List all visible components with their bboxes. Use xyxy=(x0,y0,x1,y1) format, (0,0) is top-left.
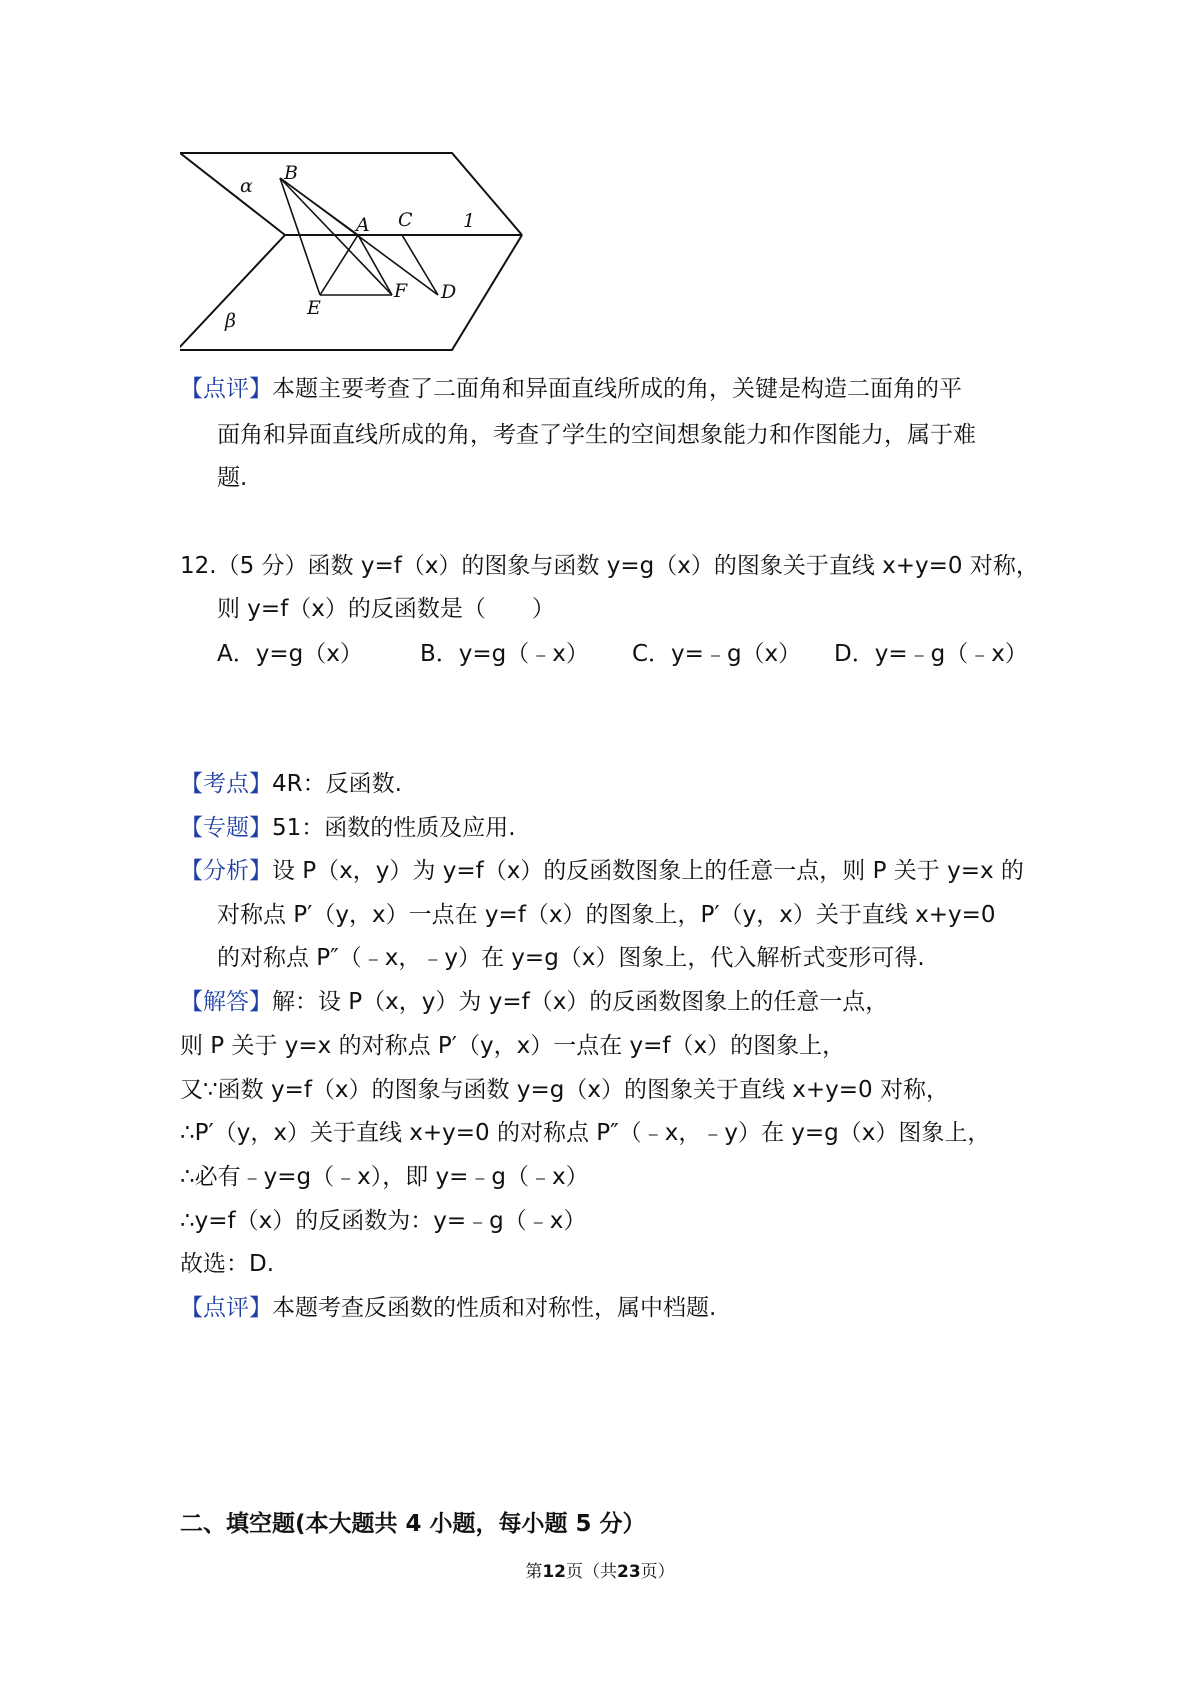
fenxi-line2: 对称点 P′（y，x）一点在 y=f（x）的图象上，P′（y，x）关于直线 x+y=0 xyxy=(217,902,996,928)
footer-pre: 第 xyxy=(525,1562,543,1582)
label-D: D xyxy=(441,281,457,303)
review1-line3: 题. xyxy=(217,465,248,491)
footer-page-number: 12 xyxy=(542,1562,566,1582)
footer-post: 页） xyxy=(640,1562,675,1582)
segment-EA xyxy=(320,235,358,295)
jieda-line3: 又∵函数 y=f（x）的图象与函数 y=g（x）的图象关于直线 x+y=0 对称， xyxy=(180,1077,949,1103)
fenxi-text: 设 P（x，y）为 y=f（x）的反函数图象上的任意一点，则 P 关于 y=x 的 xyxy=(272,858,1024,884)
option-d: D．y=﹣g（﹣x） xyxy=(834,641,1028,667)
jieda-line7: 故选：D. xyxy=(180,1251,275,1277)
jieda-tag: 【解答】 xyxy=(180,989,272,1015)
jieda-line6: ∴y=f（x）的反函数为：y=﹣g（﹣x） xyxy=(180,1208,587,1234)
jieda-line1 xyxy=(180,987,888,1017)
kaodian-tag: 【考点】 xyxy=(180,771,272,797)
jieda-line5: ∴必有﹣y=g（﹣x），即 y=﹣g（﹣x） xyxy=(180,1164,589,1190)
label-beta: β xyxy=(225,310,236,332)
fenxi-tag: 【分析】 xyxy=(180,858,272,884)
section-heading: 二、填空题(本大题共 4 小题，每小题 5 分） xyxy=(180,1511,646,1537)
option-b: B．y=g（﹣x） xyxy=(420,641,589,667)
footer-total-pages: 23 xyxy=(617,1562,641,1582)
jieda-text: 解：设 P（x，y）为 y=f（x）的反函数图象上的任意一点， xyxy=(272,989,889,1015)
review1-line1 xyxy=(180,374,962,404)
label-A: A xyxy=(356,214,370,236)
review2-tag: 【点评】 xyxy=(180,1295,272,1321)
review-text: 本题主要考查了二面角和异面直线所成的角，关键是构造二面角的平 xyxy=(272,376,962,402)
review1-line2: 面角和异面直线所成的角，考查了学生的空间想象能力和作图能力，属于难 xyxy=(217,422,976,448)
jieda-line2: 则 P 关于 y=x 的对称点 P′（y，x）一点在 y=f（x）的图象上， xyxy=(180,1033,846,1059)
label-F: F xyxy=(394,280,408,302)
segment-CD xyxy=(402,235,438,295)
option-a: A．y=g（x） xyxy=(217,641,363,667)
label-alpha: α xyxy=(240,175,253,197)
question-stem-line2: 则 y=f（x）的反函数是（ ） xyxy=(217,596,555,622)
jieda-line4: ∴P′（y，x）关于直线 x+y=0 的对称点 P″（﹣x，﹣y）在 y=g（x）图象上， xyxy=(180,1120,991,1146)
kaodian-text: 4R：反函数. xyxy=(272,771,402,797)
segment-BF xyxy=(280,178,392,295)
kaodian-line xyxy=(180,769,402,799)
label-B: B xyxy=(284,162,298,184)
zhuanti-text: 51：函数的性质及应用. xyxy=(272,815,516,841)
question-stem-line1: 12.（5 分）函数 y=f（x）的图象与函数 y=g（x）的图象关于直线 x+y=0 对称， xyxy=(180,553,1039,579)
option-c: C．y=﹣g（x） xyxy=(632,641,802,667)
segment-BE xyxy=(280,178,320,295)
footer-mid: 页（共 xyxy=(566,1562,617,1582)
fenxi-line3: 的对称点 P″（﹣x，﹣y）在 y=g（x）图象上，代入解析式变形可得. xyxy=(217,945,925,971)
label-E: E xyxy=(307,297,321,319)
label-C: C xyxy=(398,209,413,231)
page-footer xyxy=(0,1557,1200,1582)
review2-line xyxy=(180,1293,716,1323)
label-one: 1 xyxy=(463,210,476,232)
geometry-figure xyxy=(180,150,580,400)
zhuanti-tag: 【专题】 xyxy=(180,815,272,841)
review-tag: 【点评】 xyxy=(180,376,272,402)
fenxi-line1 xyxy=(180,856,1024,886)
review2-text: 本题考查反函数的性质和对称性，属中档题. xyxy=(272,1295,717,1321)
zhuanti-line xyxy=(180,813,516,843)
